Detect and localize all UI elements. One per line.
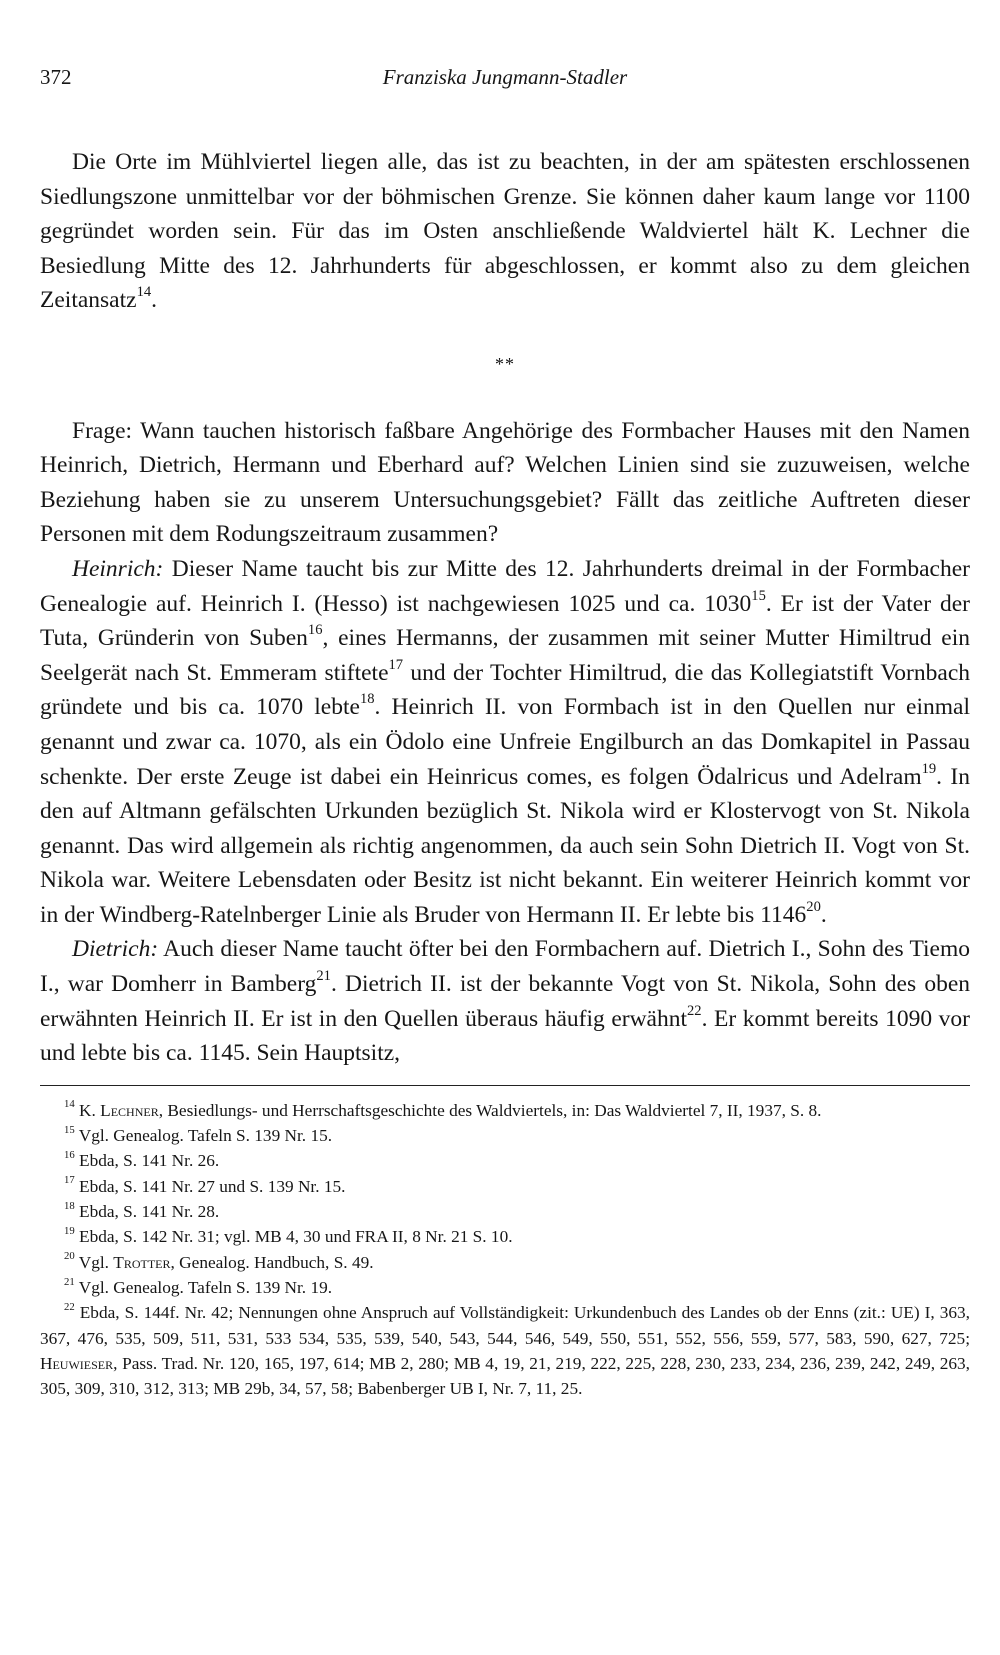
- footnote-20: $^{20}$ Vgl. Trotter, Genealog. Handbuch, S. 49.: [64, 1250, 374, 1272]
- footnote-ref-17: 17: [388, 656, 404, 673]
- page-header: [40, 55, 970, 95]
- lead-dietrich: Dietrich:: [72, 936, 159, 963]
- paragraph-heinrich: Heinrich: Dieser Name taucht bis zur Mitte des 12. Jahrhunderts dreimal in der Formbacher Genealogie auf. Heinrich I. (Hesso) ist nachgewiesen 1025 und ca. 1030$^{15}$. Er ist der Vater der Tuta, Gründerin von Suben$^{16}$, eines Hermanns, der zusammen mit seiner Mutter Himiltrud ein Seelgerät nach St. Emmeram stiftete$^{17}$ und der Tochter Himiltrud, die das Kollegiatstift Vornbach gründete und bis ca. 1070 lebte$^{18}$. Heinrich II. von Formbach ist in den Quellen nur einmal genannt und zwar ca. 1070, als ein Ödolo eine Unfreie Engilburch an das Domkapitel in Passau schenkte. Der erste Zeuge ist dabei ein Heinricus comes, es folgen Ödalricus und Adelram$^{19}$. In den auf Altmann gefälschten Urkunden bezüglich St. Nikola wird er Klostervogt von St. Nikola genannt. Das wird allgemein als richtig angenommen, da auch sein Sohn Dietrich II. Vogt von St. Nikola war. Weitere Lebensdaten oder Besitz ist nicht bekannt. Ein weiterer Heinrich kommt vor in der Windberg-Ratelnberger Linie als Bruder von Hermann II. Er lebte bis 1146$^{20}$.: [40, 555, 971, 928]
- footnote-14: $^{14}$ K. Lechner, Besiedlungs- und Herrschaftsgeschichte des Waldviertels, in: Das Waldviertel 7, II, 1937, S. 8.: [64, 1098, 822, 1120]
- footnote-16: $^{16}$ Ebda, S. 141 Nr. 26.: [64, 1149, 220, 1171]
- footnote-ref-18: 18: [359, 691, 375, 708]
- section-separator: **: [495, 353, 515, 374]
- paragraph-2: Frage: Wann tauchen historisch faßbare Angehörige des Formbacher Hauses mit den Namen Heinrich, Dietrich, Hermann und Eberhard auf? Welchen Linien sind sie zuzuweisen, welche Beziehung haben sie zu unserem Untersuchungsgebiet? Fällt das zeitliche Auftreten dieser Personen mit dem Rodungszeitraum zusammen?: [40, 417, 970, 548]
- lead-heinrich: Heinrich:: [72, 555, 164, 582]
- footnotes: [40, 1098, 970, 1402]
- footnote-ref-21: 21: [316, 968, 331, 985]
- paragraph-dietrich: Dietrich: Auch dieser Name taucht öfter bei den Formbachern auf. Dietrich I., Sohn des Tiemo I., war Domherr in Bamberg$^{21}$. Dietrich II. ist der bekannte Vogt von St. Nikola, Sohn des oben erwähnten Heinrich II. Er ist in den Quellen überaus häufig erwähnt$^{22}$. Er kommt bereits 1090 vor und lebte bis ca. 1145. Sein Hauptsitz,: [40, 936, 970, 1067]
- running-head: Franziska Jungmann-Stadler: [382, 65, 628, 89]
- footnote-ref-15: 15: [751, 587, 766, 604]
- footnote-21: $^{21}$ Vgl. Genealog. Tafeln S. 139 Nr. 19.: [64, 1275, 333, 1297]
- footnote-ref-14: 14: [136, 284, 152, 301]
- footnote-17: $^{17}$ Ebda, S. 141 Nr. 27 und S. 139 Nr. 15.: [64, 1174, 346, 1196]
- footnote-rule: [40, 1085, 970, 1086]
- footnote-18: $^{18}$ Ebda, S. 141 Nr. 28.: [64, 1199, 220, 1222]
- footnote-ref-16: 16: [307, 622, 323, 639]
- footnote-ref-19: 19: [921, 760, 937, 777]
- paragraph-1: Die Orte im Mühlviertel liegen alle, das ist zu beachten, in der am spätesten erschlossenen Siedlungszone unmittelbar vor der böhmischen Grenze. Sie können daher kaum lange vor 1100 gegründet worden sein. Für das im Osten anschließende Waldviertel hält K. Lechner die Besiedlung Mitte des 12. Jahrhunderts für abgeschlossen, er kommt also zu dem gleichen Zeitansatz$^{14}$.: [40, 149, 970, 314]
- footnote-15: $^{15}$ Vgl. Genealog. Tafeln S. 139 Nr. 15.: [64, 1123, 333, 1146]
- body-text: [40, 145, 970, 1071]
- footnote-22: $^{22}$ Ebda, S. 144f. Nr. 42; Nennungen ohne Anspruch auf Vollständigkeit: Urkundenbuch des Landes ob der Enns (zit.: UE) I, 363, 367, 476, 535, 509, 511, 531, 533 534, 535, 539, 540, 543, 544, 546, 549, 550, 551, 552, 556, 559, 577, 583, 590, 627, 725; Heuwieser, Pass. Trad. Nr. 120, 165, 197, 614; MB 2, 280; MB 4, 19, 21, 219, 222, 225, 228, 230, 233, 234, 236, 239, 242, 249, 263, 305, 309, 310, 312, 313; MB 29b, 34, 57, 58; Babenberger UB I, Nr. 7, 11, 25.: [40, 1300, 970, 1399]
- page-number: 372: [40, 65, 72, 89]
- book-page: [40, 55, 970, 1401]
- footnote-ref-22: 22: [687, 1002, 702, 1019]
- footnote-ref-20: 20: [806, 898, 821, 915]
- footnote-19: $^{19}$ Ebda, S. 142 Nr. 31; vgl. MB 4, 30 und FRA II, 8 Nr. 21 S. 10.: [64, 1224, 513, 1247]
